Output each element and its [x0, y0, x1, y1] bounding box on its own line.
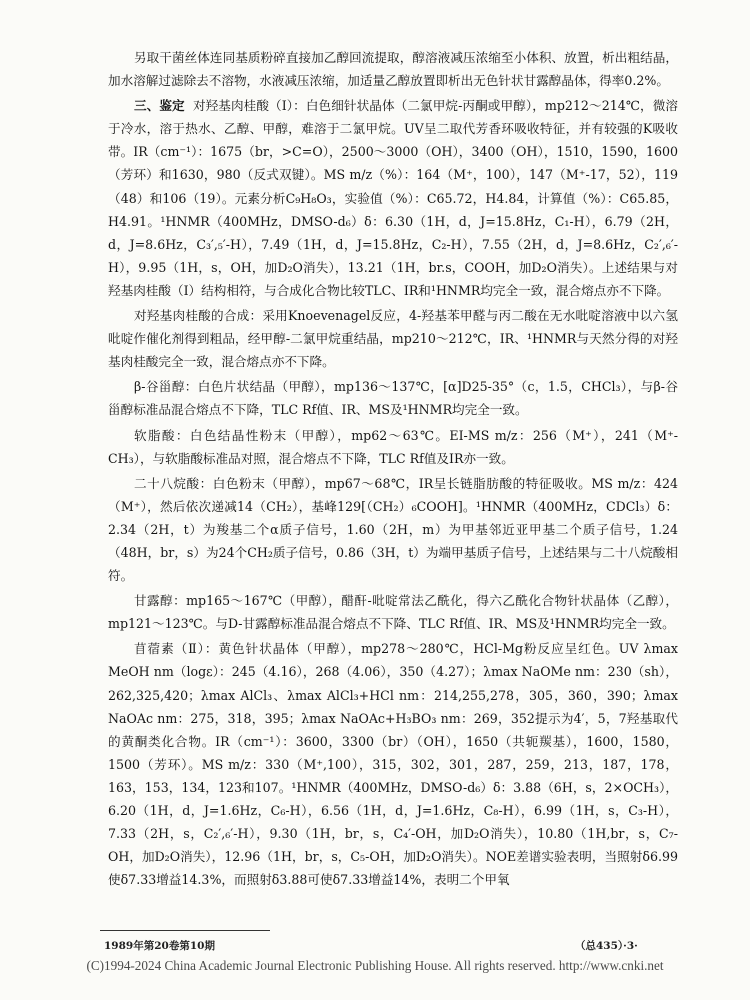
paragraph-beta-sitosterol: β-谷甾醇：白色片状结晶（甲醇），mp136～137℃，[α]D25-35°（c，1.5，CHCl₃），与β-谷甾醇标准品混合熔点不下降，TLC Rf值、IR、MS及¹HNMR均完全一致。: [108, 379, 678, 418]
journal-issue: 1989年第20卷第10期: [104, 940, 215, 952]
paragraph-synthesis: 对羟基肉桂酸的合成：采用Knoevenagel反应，4-羟基苯甲醛与丙二酸在无水吡啶溶液中以六氢吡啶作催化剂得到粗品，经甲醇-二氯甲烷重结晶，mp210～212℃，IR、¹HNMR与天然分得的对羟基肉桂酸完全一致，混合熔点亦不下降。: [108, 308, 678, 370]
paragraph-palmitic-acid: 软脂酸：白色结晶性粉末（甲醇），mp62～63℃。EI-MS m/z：256（M⁺），241（M⁺-CH₃），与软脂酸标准品对照，混合熔点不下降，TLC Rf值及IR亦一致。: [108, 427, 678, 466]
paragraph-identification-compound-1: [108, 94, 678, 302]
paragraph-extraction: 另取干菌丝体连同基质粉碎直接加乙醇回流提取，醇溶液减压浓缩至小体积、放置，析出粗结晶，加水溶解过滤除去不溶物，水液减压浓缩，加适量乙醇放置即析出无色针状甘露醇晶体，得率0.2%。: [108, 50, 678, 89]
footer-rule: [100, 930, 270, 931]
page-number: （总435）·3·: [575, 940, 638, 952]
paragraph-octacosanoic-acid: 二十八烷酸：白色粉末（甲醇），mp67～68℃，IR呈长链脂肪酸的特征吸收。MS m/z：424（M⁺），然后依次递减14（CH₂），基峰129[（CH₂）₆COOH]。¹HNMR（400MHz，CDCl₃）δ：2.34（2H，t）为羧基二个α质子信号，1.60（2H，m）为甲基邻近亚甲基二个质子信号，1.24（48H，br，s）为24个CH₂质子信号，0.86（3H，t）为端甲基质子信号，上述结果与二十八烷酸相符。: [108, 475, 678, 584]
paragraph-mannitol: 甘露醇：mp165～167℃（甲醇），醋酐-吡啶常法乙酰化，得六乙酰化合物针状晶体（乙醇），mp121～123℃。与D-甘露醇标准品混合熔点不下降、TLC Rf值、IR、MS及¹HNMR均完全一致。: [108, 593, 678, 632]
article-body: [108, 46, 678, 891]
paragraph-tricin: 苜蓿素（Ⅱ）：黄色针状晶体（甲醇），mp278～280℃，HCl-Mg粉反应呈红色。UV λmax MeOH nm（logε）：245（4.16），268（4.06），350（4.27）；λmax NaOMe nm：230（sh），262,325,420；λmax AlCl₃、λmax AlCl₃+HCl nm：214,255,278，305，360，390；λmax NaOAc nm：275，318，395；λmax NaOAc+H₃BO₃ nm：269，352提示为4′，5，7羟基取代的黄酮类化合物。IR（cm⁻¹）：3600，3300（br）（OH），1650（共轭羰基），1600，1580，1500（芳环）。MS m/z：330（M⁺,100），315，302，301，287，259，213，187，178，163，153，134，123和107。¹HNMR（400MHz，DMSO-d₆）δ：3.88（6H，s，2×OCH₃），6.20（1H，d，J=1.6Hz，C₆-H），6.56（1H，d，J=1.6Hz，C₈-H），6.99（1H，s，C₃-H），7.33（2H，s，C₂′,₆′-H），9.30（1H，br，s，C₄′-OH，加D₂O消失），10.80（1H,br，s，C₇-OH，加D₂O消失），12.96（1H，br，s，C₅-OH，加D₂O消失）。NOE差谱实验表明，当照射δ6.99使δ7.33增益14.3%，而照射δ3.88可使δ7.33增益14%，表明二个甲氧: [108, 641, 678, 888]
copyright-notice: (C)1994-2024 China Academic Journal Electronic Publishing House. All rights reserved. http://www.cnki.net: [86, 958, 664, 973]
compound-1-text: 对羟基肉桂酸（Ⅰ）：白色细针状晶体（二氯甲烷-丙酮或甲醇），mp212～214℃，微溶于冷水，溶于热水、乙醇、甲醇，难溶于二氯甲烷。UV呈二取代芳香环吸收特征，并有较强的K吸收带。IR（cm⁻¹）：1675（br，>C=O），2500～3000（OH），3400（OH），1510，1590，1600（芳环）和1630，980（反式双键）。MS m/z（%）：164（M⁺，100），147（M⁺-17，52），119（48）和106（19）。元素分析C₉H₈O₃，实验值（%）：C65.72，H4.84，计算值（%）：C65.85，H4.91。¹HNMR（400MHz，DMSO-d₆）δ：6.30（1H，d，J=15.8Hz，C₁-H），6.79（2H，d，J=8.6Hz，C₃′,₅′-H），7.49（1H，d，J=15.8Hz，C₂-H），7.55（2H，d，J=8.6Hz，C₂′,₆′-H），9.95（1H，s，OH，加D₂O消失），13.21（1H，br.s，COOH，加D₂O消失）。上述结果与对羟基肉桂酸（Ⅰ）结构相符，与合成化合物比较TLC、IR和¹HNMR均完全一致，混合熔点亦不下降。: [108, 98, 678, 298]
section-heading: 三、鉴定: [134, 98, 185, 114]
